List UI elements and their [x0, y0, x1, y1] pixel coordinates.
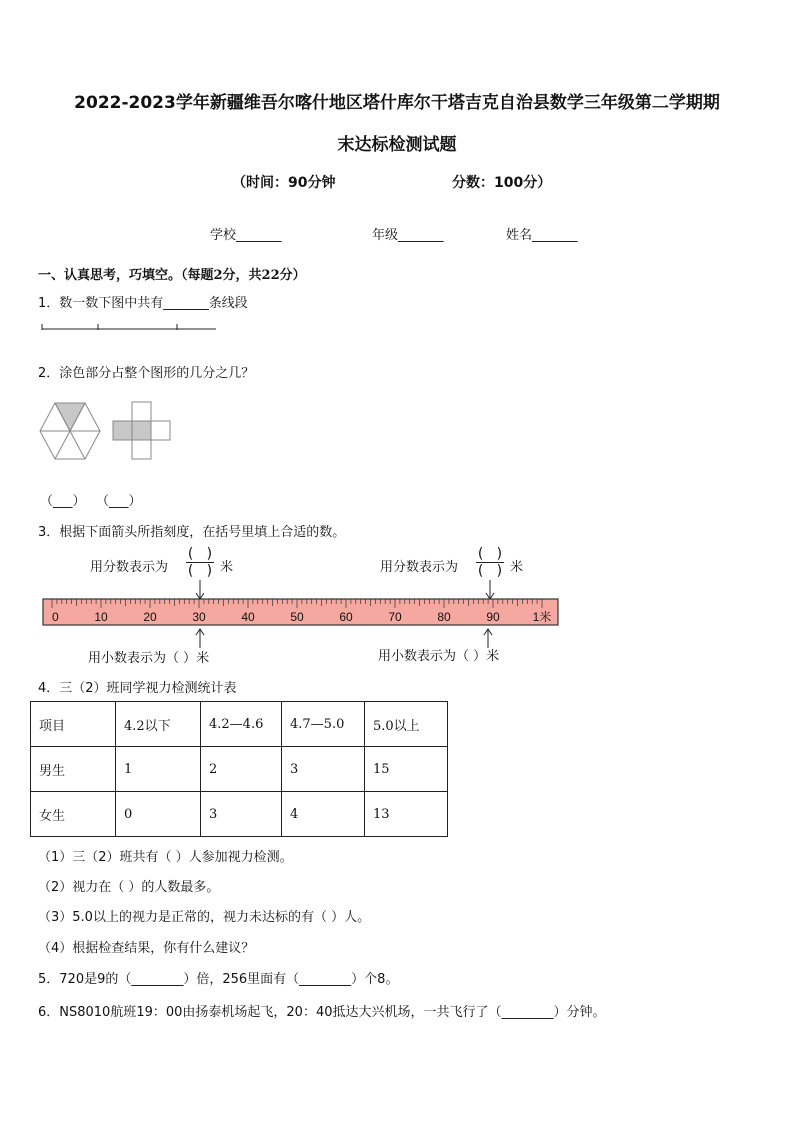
cube-net-figure	[112, 400, 174, 462]
exam-time: （时间：90分钟	[232, 175, 336, 191]
left-decimal-label: 用小数表示为（ ）米	[88, 651, 210, 666]
table-cell: 男生	[31, 747, 116, 792]
ruler-label: 10	[94, 610, 108, 624]
left-fraction-blank: ( ) ( )	[187, 546, 213, 579]
table-cell: 5.0以上	[365, 702, 448, 747]
table-cell: 0	[116, 792, 201, 837]
question-2: 2．涂色部分占整个图形的几分之几？	[38, 366, 255, 381]
ruler	[42, 598, 560, 628]
table-cell: 项目	[31, 702, 116, 747]
question-4-sub1: （1）三（2）班共有（ ）人参加视力检测。	[38, 850, 293, 865]
table-row	[31, 747, 448, 792]
question-3: 3．根据下面箭头所指刻度，在括号里填上合适的数。	[38, 525, 346, 540]
name-field: 姓名_______	[506, 228, 578, 243]
answer-hexagon: （___）	[40, 494, 86, 509]
school-field: 学校_______	[210, 228, 282, 243]
question-5: 5．720是9的（________）倍，256里面有（________）个8。	[38, 972, 399, 987]
vision-table	[30, 701, 448, 837]
table-cell: 13	[365, 792, 448, 837]
exam-score: 分数：100分）	[452, 175, 552, 191]
table-cell: 3	[201, 792, 282, 837]
left-unit: 米	[220, 560, 234, 575]
ruler-label: 80	[437, 610, 451, 624]
ruler-label: 60	[339, 610, 353, 624]
ruler-label: 20	[143, 610, 157, 624]
section-heading: 一、认真思考，巧填空。（每题2分，共22分）	[38, 268, 306, 283]
table-cell: 4.7—5.0	[282, 702, 365, 747]
right-fraction-label: 用分数表示为	[380, 560, 459, 575]
table-cell: 4	[282, 792, 365, 837]
question-6: 6．NS8010航班19：00由扬泰机场起飞，20：40抵达大兴机场，一共飞行了（________）分钟。	[38, 1005, 606, 1020]
table-row	[31, 702, 448, 747]
table-cell: 15	[365, 747, 448, 792]
ruler-label: 50	[290, 610, 304, 624]
table-cell: 3	[282, 747, 365, 792]
right-unit: 米	[510, 560, 524, 575]
question-4-sub3: （3）5.0以上的视力是正常的，视力未达标的有（ ）人。	[38, 910, 371, 925]
table-cell: 4.2—4.6	[201, 702, 282, 747]
question-4-sub4: （4）根据检查结果，你有什么建议？	[38, 941, 255, 956]
ruler-label: 0	[52, 610, 59, 624]
grade-field: 年级_______	[372, 228, 444, 243]
arrow-up-icon	[194, 626, 206, 648]
table-row	[31, 792, 448, 837]
line-segment-figure	[40, 320, 220, 334]
ruler-label: 90	[486, 610, 500, 624]
hexagon-figure	[38, 400, 102, 462]
ruler-label: 1米	[532, 610, 552, 624]
right-decimal-label: 用小数表示为（ ）米	[378, 649, 500, 664]
table-cell: 4.2以下	[116, 702, 201, 747]
question-1: 1．数一数下图中共有_______条线段	[38, 296, 248, 311]
answer-cube-net: （___）	[96, 494, 142, 509]
table-cell: 2	[201, 747, 282, 792]
ruler-label: 40	[241, 610, 255, 624]
left-fraction-label: 用分数表示为	[90, 560, 169, 575]
table-cell: 女生	[31, 792, 116, 837]
page-title-line1: 2022-2023学年新疆维吾尔喀什地区塔什库尔干塔吉克自治县数学三年级第二学期期	[74, 93, 720, 113]
right-fraction-blank: ( ) ( )	[477, 546, 503, 579]
ruler-label: 70	[388, 610, 402, 624]
question-4-sub2: （2）视力在（ ）的人数最多。	[38, 880, 220, 895]
page-title-line2: 末达标检测试题	[337, 135, 457, 155]
table-cell: 1	[116, 747, 201, 792]
ruler-label: 30	[192, 610, 206, 624]
question-4: 4．三（2）班同学视力检测统计表	[38, 681, 237, 696]
